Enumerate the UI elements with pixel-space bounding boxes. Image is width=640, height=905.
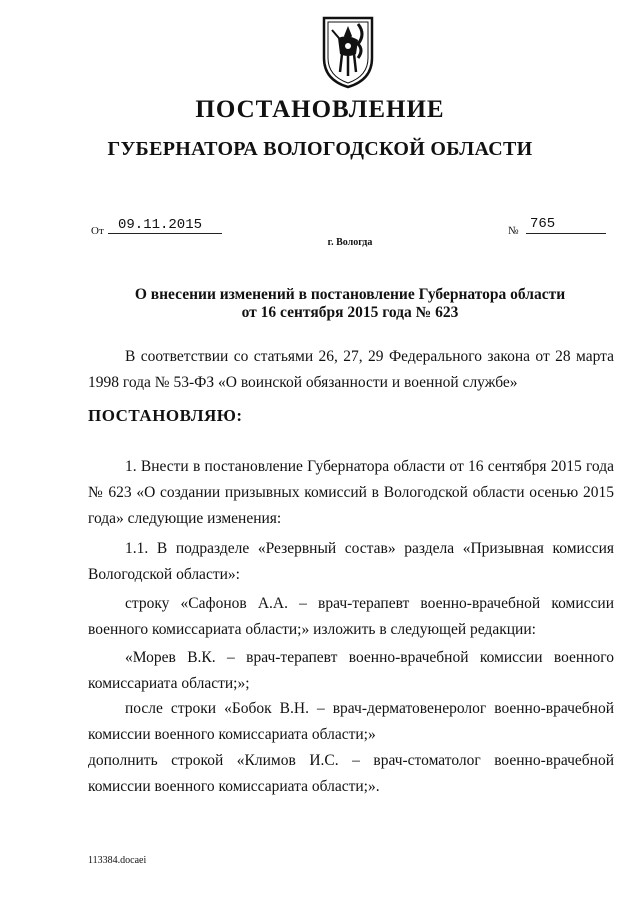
paragraph-add-line: дополнить строкой «Климов И.С. – врач-стоматолог военно-врачебной комиссии военного комиссариата области;». [88,752,614,795]
coat-of-arms-emblem [318,14,378,90]
paragraph-new-line: «Морев В.К. – врач-терапевт военно-врачебной комиссии военного комиссариата области;»; [88,649,614,692]
subject-line-2: от 16 сентября 2015 года № 623 [241,304,459,321]
city-label: г. Вологда [327,237,373,248]
decree-heading: ПОСТАНОВЛЯЮ: [88,406,243,425]
document-subtitle: ГУБЕРНАТОРА ВОЛОГОДСКОЙ ОБЛАСТИ [107,138,533,160]
paragraph-1: 1. Внести в постановление Губернатора области от 16 сентября 2015 года № 623 «О создании призывных комиссий в Вологодской области осенью 2015 года» следующие изменения: [88,458,614,527]
paragraph-1-1: 1.1. В подразделе «Резервный состав» раздела «Призывная комиссия Вологодской области»: [88,540,614,583]
date-field [108,215,222,234]
number-field [526,215,606,234]
number-label: № [508,225,519,237]
paragraph-line-replace: строку «Сафонов А.А. – врач-терапевт военно-врачебной комиссии военного комиссариата области;» изложить в следующей редакции: [88,595,614,638]
date-value: 09.11.2015 [118,217,203,233]
file-name: 113384.docaei [88,855,147,866]
number-value: 765 [530,216,556,232]
document-subject [80,286,620,322]
subject-line-1: О внесении изменений в постановление Губернатора области [134,286,566,303]
date-label: От [91,225,104,237]
document-title: ПОСТАНОВЛЕНИЕ [195,96,445,123]
preamble-paragraph: В соответствии со статьями 26, 27, 29 Федерального закона от 28 марта 1998 года № 53-ФЗ «О воинской обязанности и военной службе» [88,348,614,391]
paragraph-after-line: после строки «Бобок В.Н. – врач-дерматовенеролог военно-врачебной комиссии военного комиссариата области;» [88,700,614,743]
